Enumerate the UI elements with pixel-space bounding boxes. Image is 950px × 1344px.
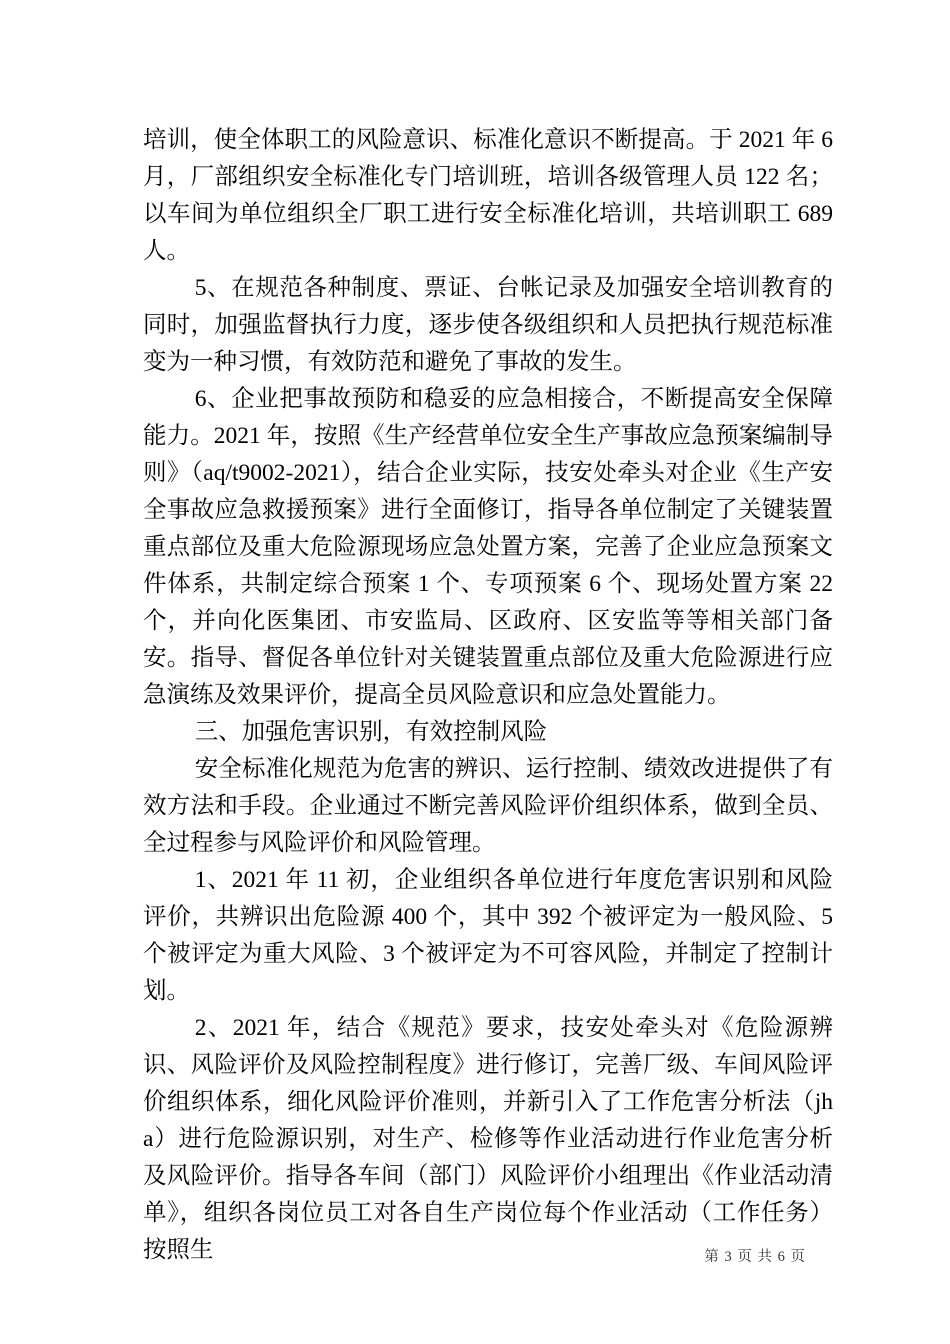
paragraph: 2、2021 年，结合《规范》要求，技安处牵头对《危险源辨识、风险评价及风险控制程度》进行修订，完善厂级、车间风险评价组织体系，细化风险评价准则，并新引入了工作危害分析法（jha）进行危险源识别，对生产、检修等作业活动进行作业危害分析及风险评价。指导各车间（部门）风险评价小组理出《作业活动清单》，组织各岗位员工对各自生产岗位每个作业活动（工作任务）按照生 (143, 1015, 833, 1263)
section-heading: 三、加强危害识别，有效控制风险 (194, 719, 548, 745)
page-footer (704, 1248, 806, 1266)
paragraph: 5、在规范各种制度、票证、台帐记录及加强安全培训教育的同时，加强监督执行力度，逐步使各级组织和人员把执行规范标准变为一种习惯，有效防范和避免了事故的发生。 (143, 275, 833, 375)
paragraph: 1、2021 年 11 初，企业组织各单位进行年度危害识别和风险评价，共辨识出危险源 400 个，其中 392 个被评定为一般风险、5 个被评定为重大风险、3 个被评定为不可容风险，并制定了控制计划。 (143, 867, 833, 1004)
paragraph: 培训，使全体职工的风险意识、标准化意识不断提高。于 2021 年 6 月，厂部组织安全标准化专门培训班，培训各级管理人员 122 名；以车间为单位组织全厂职工进行安全标准化培训，共培训职工 689 人。 (143, 127, 833, 264)
document-body (143, 122, 833, 1269)
paragraph: 安全标准化规范为危害的辨识、运行控制、绩效改进提供了有效方法和手段。企业通过不断完善风险评价组织体系，做到全员、全过程参与风险评价和风险管理。 (143, 756, 833, 856)
paragraph: 6、企业把事故预防和稳妥的应急相接合，不断提高安全保障能力。2021 年，按照《生产经营单位安全生产事故应急预案编制导则》（aq/t9002-2021），结合企业实际，技安处牵头对企业《生产安全事故应急救援预案》进行全面修订，指导各单位制定了关键装置重点部位及重大危险源现场应急处置方案，完善了企业应急预案文件体系，共制定综合预案 1 个、专项预案 6 个、现场处置方案 22 个，并向化医集团、市安监局、区政府、区安监等等相关部门备安。指导、督促各单位针对关键装置重点部位及重大危险源进行应急演练及效果评价，提高全员风险意识和应急处置能力。 (143, 386, 833, 708)
page-number-label: 第 3 页 共 6 页 (704, 1249, 806, 1265)
